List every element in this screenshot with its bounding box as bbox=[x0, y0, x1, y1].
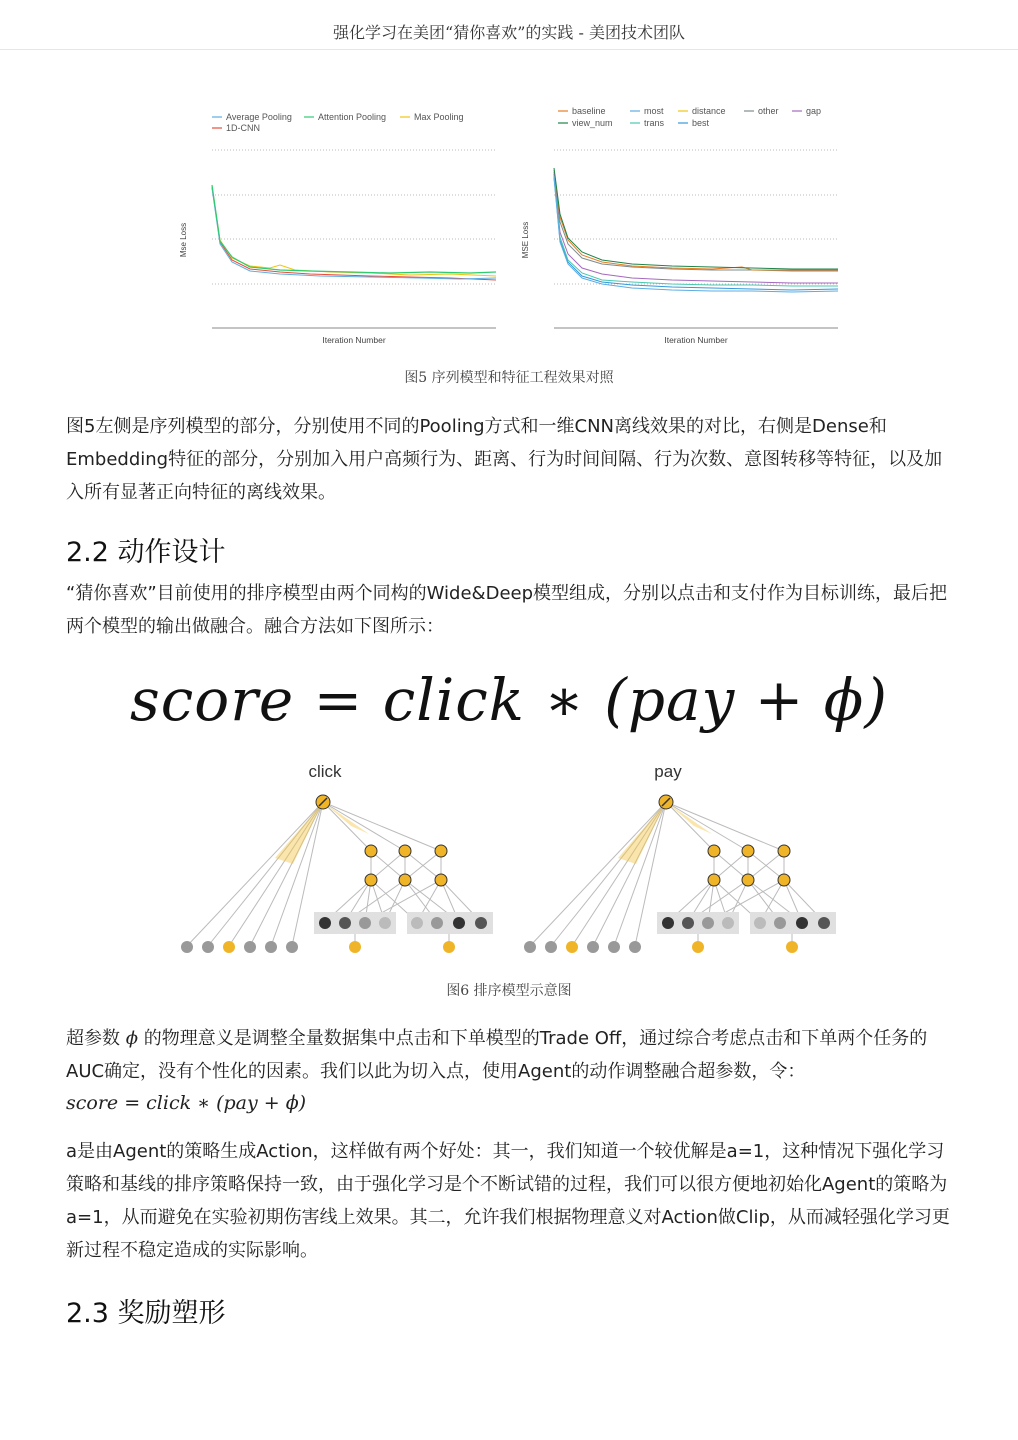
phi-symbol: ϕ bbox=[125, 1028, 139, 1049]
paragraph-4: a是由Agent的策略生成Action，这样做有两个好处：其一，我们知道一个较优解是a=1，这种情况下强化学习策略和基线的排序策略保持一致，由于强化学习是个不断试错的过程，我们可以很方便地初始化Agent的策略为a=1，从而避免在实验初期伤害线上效果。其二，允许我们根据物理意义对Action做Clip，从而减轻强化学习更新过程不稳定造成的实际影响。 bbox=[66, 1141, 950, 1261]
left-chart bbox=[179, 112, 496, 345]
left-legend-2: Max Pooling bbox=[414, 112, 464, 122]
right-series-other bbox=[554, 172, 838, 271]
figure6-label-pay: pay bbox=[654, 762, 682, 781]
left-legend-3: 1D-CNN bbox=[226, 123, 261, 133]
right-legend-3: other bbox=[758, 106, 779, 116]
paragraph-1: 图5左侧是序列模型的部分，分别使用不同的Pooling方式和一维CNN离线效果的对比，右侧是Dense和Embedding特征的部分，分别加入用户高频行为、距离、行为时间间隔、行为次数、意图转移等特征，以及加入所有显著正向特征的离线效果。 bbox=[66, 416, 943, 503]
right-ylabel: MSE Loss bbox=[521, 221, 530, 259]
left-ylabel: Mse Loss bbox=[179, 222, 188, 258]
left-series-att bbox=[212, 185, 496, 273]
section-2-3-title: 2.3 奖励塑形 bbox=[66, 1298, 226, 1329]
left-series-max bbox=[212, 186, 496, 276]
fusion-formula: score = click ∗ (pay + ϕ) bbox=[130, 666, 888, 734]
right-series-viewnum bbox=[554, 168, 838, 269]
paragraph-3-after: 的物理意义是调整全量数据集中点击和下单模型的Trade Off，通过综合考虑点击和下单两个任务的AUC确定，没有个性化的因素。我们以此为切入点，使用Agent的动作调整融合超参数，令： bbox=[66, 1028, 928, 1082]
left-series-avg bbox=[212, 188, 496, 279]
paragraph-3 bbox=[66, 1022, 956, 1088]
right-legend-5: view_num bbox=[572, 118, 613, 128]
right-series-baseline bbox=[554, 170, 838, 270]
right-legend bbox=[558, 106, 821, 128]
left-legend-1: Attention Pooling bbox=[318, 112, 387, 122]
section-2-2-title: 2.2 动作设计 bbox=[66, 537, 226, 568]
right-legend-6: trans bbox=[644, 118, 665, 128]
figure5-charts bbox=[170, 92, 850, 352]
figure6-label-click: click bbox=[308, 762, 342, 781]
right-chart bbox=[521, 106, 838, 345]
header-divider bbox=[0, 49, 1018, 50]
click-model-network bbox=[181, 795, 493, 953]
right-legend-1: most bbox=[644, 106, 664, 116]
inline-formula: score = click ∗ (pay + ϕ) bbox=[66, 1092, 307, 1114]
right-legend-4: gap bbox=[806, 106, 822, 116]
figure5-caption: 图5 序列模型和特征工程效果对照 bbox=[404, 370, 614, 386]
right-xlabel: Iteration Number bbox=[664, 335, 728, 345]
paragraph-2: “猜你喜欢”目前使用的排序模型由两个同构的Wide&Deep模型组成，分别以点击和支付作为目标训练，最后把两个模型的输出做融合。融合方法如下图所示： bbox=[66, 583, 948, 637]
right-legend-0: baseline bbox=[572, 106, 606, 116]
left-legend bbox=[212, 112, 464, 133]
paragraph-3-before: 超参数 bbox=[66, 1028, 126, 1049]
right-legend-2: distance bbox=[692, 106, 726, 116]
figure6-caption: 图6 排序模型示意图 bbox=[446, 983, 572, 999]
page-header-title: 强化学习在美团“猜你喜欢”的实践 - 美团技术团队 bbox=[333, 23, 685, 42]
figure6-diagram bbox=[175, 756, 845, 966]
pay-model-network bbox=[524, 795, 836, 953]
right-series-best bbox=[554, 177, 838, 290]
left-xlabel: Iteration Number bbox=[322, 335, 386, 345]
left-legend-0: Average Pooling bbox=[226, 112, 292, 122]
right-legend-7: best bbox=[692, 118, 710, 128]
